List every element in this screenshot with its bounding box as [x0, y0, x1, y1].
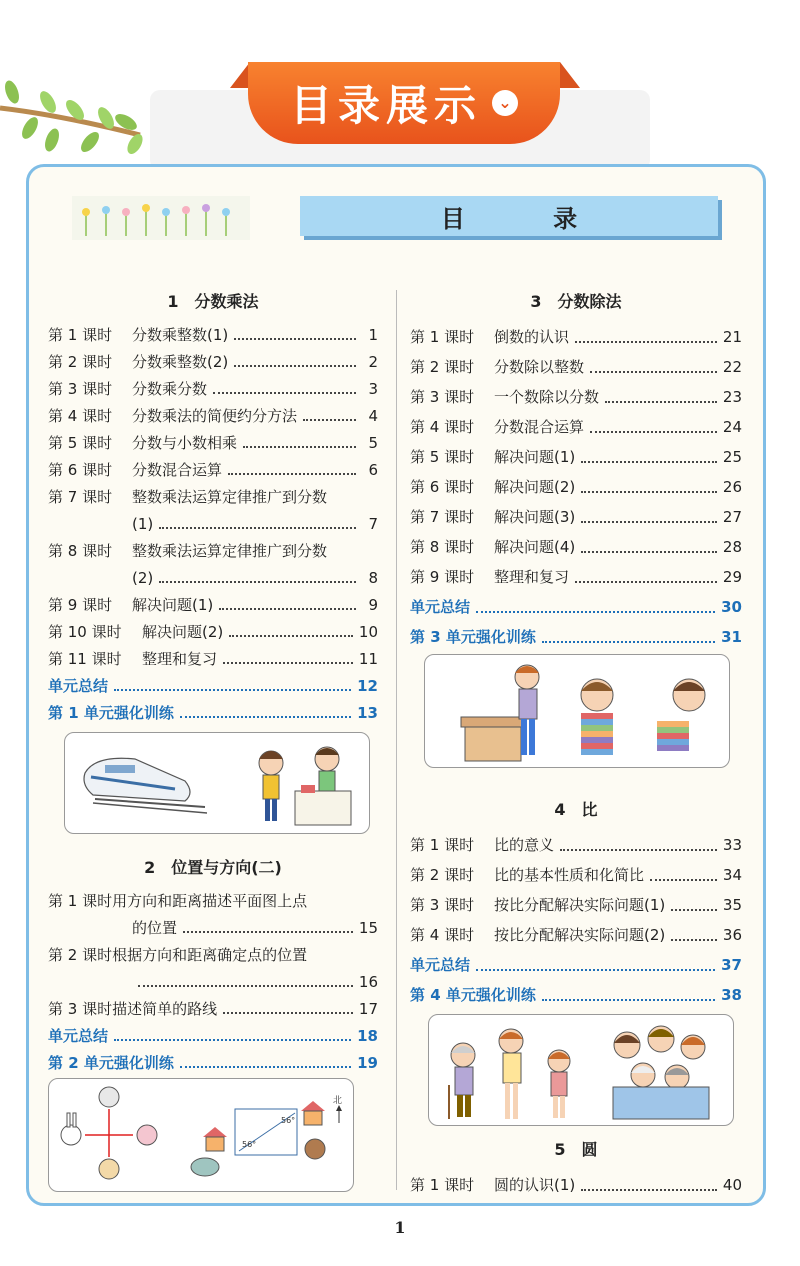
- summary-label: 单元总结: [410, 598, 471, 616]
- topic-label: 分数除以整数: [494, 358, 585, 376]
- leader-dots: [581, 521, 717, 523]
- page-number: 31: [721, 628, 742, 646]
- topic-label: 比的基本性质和化简比: [494, 866, 645, 884]
- toc-row[interactable]: [48, 942, 378, 969]
- toc-row[interactable]: [48, 996, 378, 1023]
- topic-label: 描述简单的路线: [112, 1000, 218, 1018]
- page-number-footer: 1: [394, 1218, 406, 1237]
- summary-label: 单元总结: [48, 1027, 109, 1045]
- animals-compass-icon: [49, 1079, 354, 1192]
- lesson-label: 第 8 课时: [410, 538, 475, 556]
- page-number: 17: [358, 1000, 378, 1018]
- topic-label: 整理和复习: [494, 568, 570, 586]
- toc-row[interactable]: [410, 532, 742, 562]
- page-number: 25: [722, 448, 742, 466]
- page-number: 18: [357, 1027, 378, 1045]
- page-number: 35: [722, 896, 742, 914]
- page-number: 26: [722, 478, 742, 496]
- toc-row[interactable]: [48, 376, 378, 403]
- unit-summary-row[interactable]: [48, 1023, 378, 1050]
- banner-ribbon-right: [560, 62, 580, 88]
- toc-row[interactable]: [48, 619, 378, 646]
- family-icon: [429, 1015, 734, 1126]
- toc-row[interactable]: [410, 412, 742, 442]
- topic-label: 解决问题(2): [142, 623, 224, 641]
- toc-row[interactable]: [410, 920, 742, 950]
- toc-row[interactable]: [410, 352, 742, 382]
- topic-label: 用方向和距离描述平面图上点: [112, 892, 308, 910]
- illustration-train-shop: [64, 732, 370, 834]
- leader-dots: [114, 1039, 351, 1041]
- leader-dots: [542, 641, 715, 643]
- page-number: 6: [368, 461, 378, 479]
- toc-row[interactable]: [410, 860, 742, 890]
- toc-row[interactable]: [48, 538, 378, 565]
- toc-row[interactable]: [410, 472, 742, 502]
- page-number: 15: [358, 919, 378, 937]
- leader-dots: [560, 849, 717, 851]
- leader-dots: [476, 611, 715, 613]
- leafy-branch-icon: [0, 80, 150, 170]
- leader-dots: [180, 716, 351, 718]
- leader-dots: [542, 999, 715, 1001]
- illustration-family: [428, 1014, 734, 1126]
- unit-summary-row[interactable]: [410, 592, 742, 622]
- toc-row[interactable]: [410, 442, 742, 472]
- training-label: 第 3 单元强化训练: [410, 628, 536, 646]
- toc-row[interactable]: [410, 322, 742, 352]
- page-number: 13: [357, 704, 378, 722]
- lesson-label: 第 10 课时: [48, 623, 122, 641]
- section-title: 2 位置与方向(二): [144, 858, 282, 877]
- leader-dots: [223, 662, 353, 664]
- toc-row[interactable]: [410, 382, 742, 412]
- north-label: 北: [333, 1096, 343, 1106]
- lesson-label: 第 9 课时: [48, 596, 113, 614]
- page-number: 8: [368, 569, 378, 587]
- page-number: 10: [358, 623, 378, 641]
- training-label: 第 4 单元强化训练: [410, 986, 536, 1004]
- lesson-label: 第 2 课时: [48, 353, 113, 371]
- leader-dots: [223, 1012, 353, 1014]
- leader-dots: [590, 371, 717, 373]
- leader-dots: [671, 939, 717, 941]
- section-title: 3 分数除法: [530, 292, 622, 311]
- topic-label: 倒数的认识: [494, 328, 570, 346]
- unit-training-row[interactable]: [410, 980, 742, 1010]
- leader-dots: [234, 338, 356, 340]
- toc-row-continued[interactable]: [48, 915, 378, 942]
- chevron-down-icon: ⌄: [492, 90, 518, 116]
- topic-label: 整数乘法运算定律推广到分数: [132, 488, 328, 506]
- lesson-label: 第 6 课时: [48, 461, 113, 479]
- banner-ribbon-left: [230, 62, 250, 88]
- right-column: [410, 290, 742, 652]
- leader-dots: [138, 985, 353, 987]
- lesson-label: 第 5 课时: [48, 434, 113, 452]
- leader-dots: [581, 461, 717, 463]
- lesson-label: 第 9 课时: [410, 568, 475, 586]
- topic-label: 分数乘整数(1): [132, 326, 229, 344]
- leader-dots: [219, 608, 356, 610]
- page-number: 27: [722, 508, 742, 526]
- leader-dots: [229, 635, 353, 637]
- lesson-label: 第 1 课时: [410, 1176, 475, 1194]
- lesson-label: 第 2 课时: [48, 946, 113, 964]
- topic-label: 根据方向和距离确定点的位置: [112, 946, 308, 964]
- page-number: 38: [721, 986, 742, 1004]
- toc-row[interactable]: [48, 484, 378, 511]
- page-number: 22: [722, 358, 742, 376]
- topic-label: (2): [132, 569, 154, 587]
- leader-dots: [575, 341, 717, 343]
- topic-label: 圆的认识(1): [494, 1176, 576, 1194]
- topic-label: 整理和复习: [142, 650, 218, 668]
- leader-dots: [183, 931, 353, 933]
- lesson-label: 第 1 课时: [410, 328, 475, 346]
- section-title: 1 分数乘法: [167, 292, 259, 311]
- flowers-icon: [72, 196, 250, 240]
- leader-dots: [159, 581, 356, 583]
- lesson-label: 第 7 课时: [48, 488, 113, 506]
- left-column: [48, 290, 378, 727]
- topic-label: 分数混合运算: [132, 461, 223, 479]
- lesson-label: 第 1 课时: [48, 326, 113, 344]
- topic-label: 按比分配解决实际问题(2): [494, 926, 666, 944]
- lesson-label: 第 4 课时: [48, 407, 113, 425]
- lesson-label: 第 1 课时: [410, 836, 475, 854]
- leader-dots: [180, 1066, 351, 1068]
- toc-row[interactable]: [48, 646, 378, 673]
- lesson-label: 第 8 课时: [48, 542, 113, 560]
- topic-label: 分数乘整数(2): [132, 353, 229, 371]
- page-number: 4: [368, 407, 378, 425]
- lesson-label: 第 2 课时: [410, 866, 475, 884]
- page-number: 37: [721, 956, 742, 974]
- banner-title: 目录展示: [289, 81, 482, 130]
- topic-label: 解决问题(1): [494, 448, 576, 466]
- right-column-section5: [410, 1138, 742, 1200]
- toc-row[interactable]: [410, 890, 742, 920]
- toc-row-continued[interactable]: [48, 969, 378, 996]
- lesson-label: 第 4 课时: [410, 926, 475, 944]
- leader-dots: [228, 473, 356, 475]
- page-number: 9: [368, 596, 378, 614]
- topic-label: 解决问题(1): [132, 596, 214, 614]
- leader-dots: [581, 491, 717, 493]
- topic-label: 解决问题(2): [494, 478, 576, 496]
- toc-row[interactable]: [410, 502, 742, 532]
- page-number: 29: [722, 568, 742, 586]
- toc-row[interactable]: [410, 830, 742, 860]
- leader-dots: [605, 401, 717, 403]
- topic-label: 分数与小数相乘: [132, 434, 238, 452]
- page-number: 40: [722, 1176, 742, 1194]
- topic-label: 分数混合运算: [494, 418, 585, 436]
- leader-dots: [650, 879, 717, 881]
- lesson-label: 第 2 课时: [410, 358, 475, 376]
- toc-row[interactable]: [410, 562, 742, 592]
- section-title: 4 比: [554, 800, 598, 819]
- topic-label: 解决问题(3): [494, 508, 576, 526]
- unit-training-row[interactable]: [410, 622, 742, 652]
- page-number: 30: [721, 598, 742, 616]
- page-number: 21: [722, 328, 742, 346]
- toc-row[interactable]: [48, 888, 378, 915]
- lesson-label: 第 11 课时: [48, 650, 122, 668]
- page-number: 34: [722, 866, 742, 884]
- leader-dots: [213, 392, 356, 394]
- page-number: 12: [357, 677, 378, 695]
- page-number: 3: [368, 380, 378, 398]
- page-number: 28: [722, 538, 742, 556]
- toc-row[interactable]: [48, 430, 378, 457]
- angle-label: 56°: [242, 1140, 257, 1149]
- column-divider: [396, 290, 397, 1190]
- unit-summary-row[interactable]: [410, 950, 742, 980]
- illustration-direction-map: [48, 1078, 354, 1192]
- topic-label: 分数乘分数: [132, 380, 208, 398]
- topic-label: 一个数除以分数: [494, 388, 600, 406]
- lesson-label: 第 3 课时: [48, 1000, 113, 1018]
- leader-dots: [234, 365, 356, 367]
- page-number: 23: [722, 388, 742, 406]
- unit-summary-row[interactable]: [48, 673, 378, 700]
- leader-dots: [671, 909, 717, 911]
- topic-label: 整数乘法运算定律推广到分数: [132, 542, 328, 560]
- topic-label: 分数乘法的简便约分方法: [132, 407, 298, 425]
- toc-row[interactable]: [48, 457, 378, 484]
- leader-dots: [590, 431, 717, 433]
- topic-label: 的位置: [132, 919, 178, 937]
- left-column-section2: [48, 856, 378, 1077]
- lesson-label: 第 3 课时: [410, 896, 475, 914]
- topic-label: (1): [132, 515, 154, 533]
- summary-label: 单元总结: [48, 677, 109, 695]
- unit-training-row[interactable]: [48, 700, 378, 727]
- lesson-label: 第 6 课时: [410, 478, 475, 496]
- leader-dots: [243, 446, 356, 448]
- illustration-books: [424, 654, 730, 768]
- section-title: 5 圆: [554, 1140, 598, 1159]
- leader-dots: [581, 551, 717, 553]
- page-number: 33: [722, 836, 742, 854]
- toc-row-continued[interactable]: [48, 511, 378, 538]
- leader-dots: [303, 419, 356, 421]
- page-number: 24: [722, 418, 742, 436]
- lesson-label: 第 3 课时: [410, 388, 475, 406]
- toc-row[interactable]: [48, 322, 378, 349]
- right-column-section4: [410, 798, 742, 1010]
- toc-row-continued[interactable]: [48, 565, 378, 592]
- page-number: 19: [357, 1054, 378, 1072]
- leader-dots: [581, 1189, 717, 1191]
- lesson-label: 第 4 课时: [410, 418, 475, 436]
- toc-row[interactable]: [48, 349, 378, 376]
- lesson-label: 第 7 课时: [410, 508, 475, 526]
- toc-row[interactable]: [48, 403, 378, 430]
- lesson-label: 第 5 课时: [410, 448, 475, 466]
- topic-label: 按比分配解决实际问题(1): [494, 896, 666, 914]
- page-number: 2: [368, 353, 378, 371]
- banner: [248, 62, 560, 144]
- lesson-label: 第 3 课时: [48, 380, 113, 398]
- page-number: 1: [368, 326, 378, 344]
- page-number: 5: [368, 434, 378, 452]
- page-number: 36: [722, 926, 742, 944]
- training-label: 第 2 单元强化训练: [48, 1054, 174, 1072]
- angle-label: 56°: [281, 1116, 296, 1125]
- page-number: 16: [358, 973, 378, 991]
- training-label: 第 1 单元强化训练: [48, 704, 174, 722]
- summary-label: 单元总结: [410, 956, 471, 974]
- leader-dots: [114, 689, 351, 691]
- leader-dots: [159, 527, 356, 529]
- unit-training-row[interactable]: [48, 1050, 378, 1077]
- toc-heading: 目 录: [300, 196, 718, 236]
- leader-dots: [476, 969, 715, 971]
- page-number: 7: [368, 515, 378, 533]
- lesson-label: 第 1 课时: [48, 892, 113, 910]
- toc-row[interactable]: [48, 592, 378, 619]
- toc-row[interactable]: [410, 1170, 742, 1200]
- kids-books-icon: [425, 655, 730, 768]
- topic-label: 比的意义: [494, 836, 555, 854]
- leader-dots: [575, 581, 717, 583]
- page-number: 11: [358, 650, 378, 668]
- topic-label: 解决问题(4): [494, 538, 576, 556]
- train-icon: [65, 733, 370, 834]
